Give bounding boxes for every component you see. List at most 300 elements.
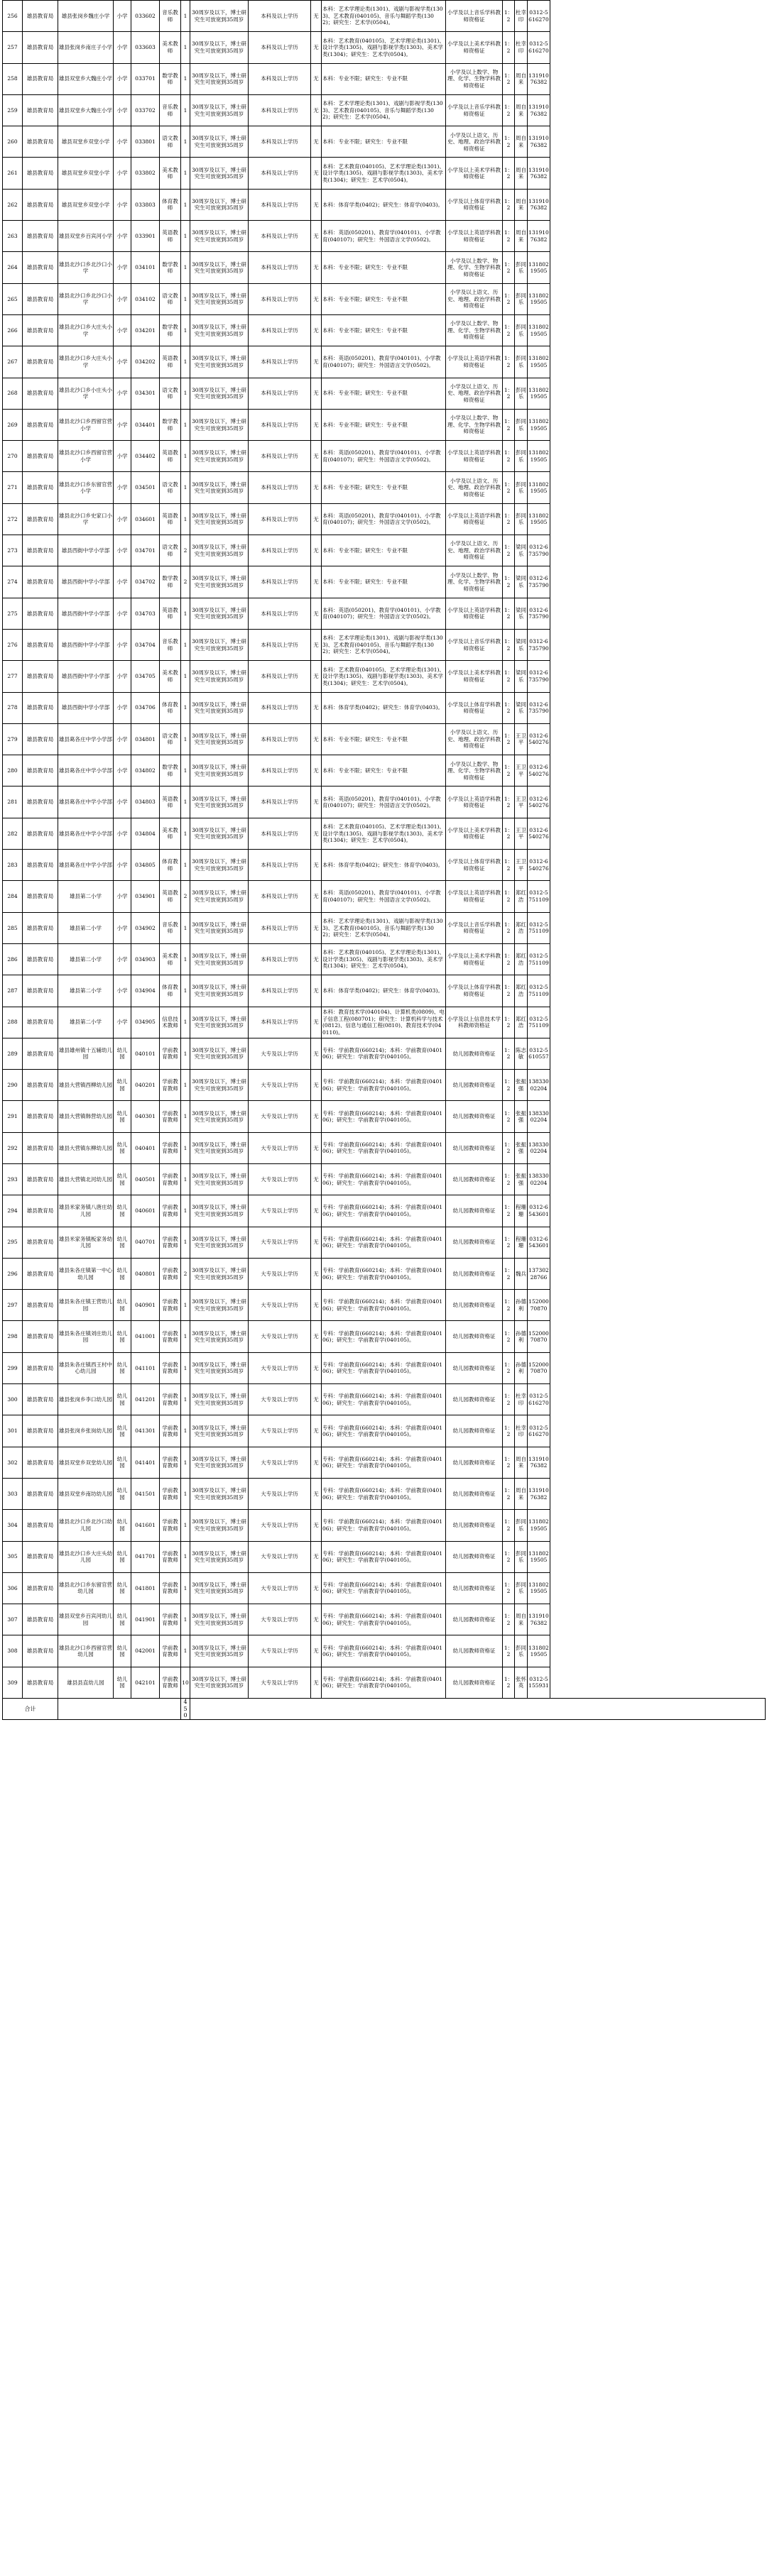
cell-no: 293 [3,1163,23,1195]
cell-c1: 孙德利 [515,1352,528,1383]
cell-ratio: 1：2 [503,63,515,94]
cell-count: 1 [181,1101,190,1132]
cell-c1: 梁同乐 [515,598,528,629]
cell-blank [550,1132,766,1163]
cell-age: 30周岁及以下，博士研究生可放宽到35周岁 [190,1415,249,1447]
table-row [3,1321,766,1352]
cell-count: 1 [181,598,190,629]
cell-post: 语文教师 [160,126,181,158]
cell-dept: 雄县教育局 [23,1,58,32]
cell-degree: 无 [311,629,322,660]
cell-blank [550,378,766,409]
cell-ratio: 1：2 [503,1478,515,1509]
cell-degree: 无 [311,1038,322,1069]
cell-ratio: 1：2 [503,1163,515,1195]
cell-count: 2 [181,535,190,566]
recruitment-table [2,0,766,1720]
cell-post: 数学教师 [160,566,181,598]
cell-edu: 本科及以上学历 [249,692,311,723]
cell-edu: 本科及以上学历 [249,975,311,1007]
cell-school: 雄县朱各庄镇王营幼儿园 [58,1290,114,1321]
cell-degree: 无 [311,1132,322,1163]
cell-major: 本科：体育学类(0402)；研究生：体育学(0403)。 [322,189,446,220]
cell-phone: 0312-5610557 [528,1038,550,1069]
table-row [3,1258,766,1289]
cell-post: 语文教师 [160,723,181,755]
cell-post: 数学教师 [160,409,181,440]
cell-post: 语文教师 [160,472,181,503]
cell-code: 041401 [131,1447,160,1478]
cell-ratio: 1：2 [503,692,515,723]
cell-post: 美术教师 [160,661,181,692]
cell-blank [550,755,766,786]
cell-post: 学前教育教师 [160,1510,181,1541]
cell-edu: 大专及以上学历 [249,1258,311,1289]
cell-post: 英语教师 [160,221,181,252]
cell-age: 30周岁及以下，博士研究生可放宽到35周岁 [190,692,249,723]
table-row [3,786,766,818]
cell-age: 30周岁及以下，博士研究生可放宽到35周岁 [190,1132,249,1163]
cell-code: 033603 [131,32,160,63]
cell-cond: 幼儿园教师资格证 [446,1101,503,1132]
cell-school: 雄县双堂乡双堂幼儿园 [58,1447,114,1478]
cell-count: 1 [181,1415,190,1447]
cell-ratio: 1：2 [503,1384,515,1415]
cell-c1: 周自来 [515,63,528,94]
cell-degree: 无 [311,1227,322,1258]
cell-cond: 小学及以上数学、物理、化学、生物学科教师资格证 [446,314,503,346]
cell-major: 本科：专业不限；研究生：专业不限 [322,126,446,158]
table-row [3,692,766,723]
cell-major: 本科：艺术学理论类(1301)、戏剧与影视学类(1303)、艺术教育(040105)、音乐与舞蹈学类(1302)；研究生：艺术学(0504)。 [322,629,446,660]
cell-blank [550,472,766,503]
cell-post: 学前教育教师 [160,1258,181,1289]
cell-count: 1 [181,32,190,63]
cell-blank [550,1163,766,1195]
cell-no: 260 [3,126,23,158]
table-row [3,189,766,220]
cell-dept: 雄县教育局 [23,409,58,440]
cell-dept: 雄县教育局 [23,472,58,503]
cell-school: 雄县西街中学小学部 [58,661,114,692]
cell-phone: 15200070870 [528,1290,550,1321]
cell-edu: 本科及以上学历 [249,1007,311,1038]
cell-stage: 小学 [114,786,131,818]
cell-cond: 小学及以上体育学科教师资格证 [446,189,503,220]
cell-edu: 大专及以上学历 [249,1101,311,1132]
cell-code: 034705 [131,661,160,692]
table-row [3,723,766,755]
cell-code: 040601 [131,1195,160,1227]
cell-count: 1 [181,850,190,881]
cell-phone: 13191076382 [528,1604,550,1635]
cell-age: 30周岁及以下，博士研究生可放宽到35周岁 [190,881,249,912]
cell-code: 040101 [131,1038,160,1069]
cell-dept: 雄县教育局 [23,1290,58,1321]
cell-count: 1 [181,158,190,189]
cell-ratio: 1：2 [503,566,515,598]
cell-edu: 本科及以上学历 [249,346,311,378]
cell-dept: 雄县教育局 [23,535,58,566]
cell-stage: 小学 [114,378,131,409]
cell-major: 本科：体育学类(0402)；研究生：体育学(0403)。 [322,975,446,1007]
cell-dept: 雄县教育局 [23,252,58,283]
cell-school: 雄县双堂乡大魏庄小学 [58,94,114,126]
cell-school: 雄县葛各庄中学小学部 [58,723,114,755]
cell-major: 专科：学前教育(660214)；本科：学前教育(040106)；研究生：学前教育学(040105)。 [322,1101,446,1132]
cell-phone: 13191076382 [528,221,550,252]
cell-ratio: 1：2 [503,1604,515,1635]
cell-degree: 无 [311,1290,322,1321]
cell-phone: 13180219505 [528,1572,550,1604]
cell-c1: 周自来 [515,189,528,220]
cell-blank [550,786,766,818]
cell-code: 042101 [131,1667,160,1698]
cell-age: 30周岁及以下，博士研究生可放宽到35周岁 [190,1227,249,1258]
cell-code: 034905 [131,1007,160,1038]
cell-blank [550,346,766,378]
cell-blank [550,566,766,598]
table-row [3,1384,766,1415]
cell-blank [550,314,766,346]
cell-no: 257 [3,32,23,63]
cell-blank [550,818,766,849]
cell-phone: 0312-6543601 [528,1227,550,1258]
cell-blank [550,94,766,126]
cell-cond: 幼儿园教师资格证 [446,1541,503,1572]
cell-count: 1 [181,221,190,252]
cell-edu: 大专及以上学历 [249,1227,311,1258]
cell-edu: 大专及以上学历 [249,1290,311,1321]
cell-cond: 小学及以上音乐学科教师资格证 [446,912,503,943]
cell-dept: 雄县教育局 [23,786,58,818]
cell-degree: 无 [311,723,322,755]
cell-degree: 无 [311,503,322,535]
cell-count: 1 [181,786,190,818]
cell-dept: 雄县教育局 [23,755,58,786]
table-row [3,32,766,63]
cell-post: 美术教师 [160,158,181,189]
cell-blank [550,850,766,881]
cell-major: 专科：学前教育(660214)；本科：学前教育(040106)；研究生：学前教育学(040105)。 [322,1635,446,1667]
cell-degree: 无 [311,189,322,220]
cell-age: 30周岁及以下，博士研究生可放宽到35周岁 [190,94,249,126]
cell-blank [550,283,766,314]
cell-code: 034601 [131,503,160,535]
cell-cond: 幼儿园教师资格证 [446,1132,503,1163]
cell-no: 271 [3,472,23,503]
cell-ratio: 1：2 [503,1227,515,1258]
cell-phone: 0312-6540276 [528,723,550,755]
cell-code: 034202 [131,346,160,378]
cell-phone: 13191076382 [528,94,550,126]
cell-count: 1 [181,346,190,378]
cell-stage: 小学 [114,189,131,220]
cell-ratio: 1：2 [503,441,515,472]
cell-phone: 15200070870 [528,1352,550,1383]
cell-edu: 大专及以上学历 [249,1163,311,1195]
cell-school: 雄县朱各庄镇刘庄幼儿园 [58,1321,114,1352]
cell-dept: 雄县教育局 [23,1415,58,1447]
table-row [3,1,766,32]
cell-school: 雄县北沙口乡西留官营小学 [58,441,114,472]
cell-count: 1 [181,126,190,158]
cell-phone: 0312-6735790 [528,692,550,723]
cell-count: 1 [181,1195,190,1227]
cell-no: 274 [3,566,23,598]
cell-age: 30周岁及以下，博士研究生可放宽到35周岁 [190,1321,249,1352]
cell-no: 279 [3,723,23,755]
cell-count: 1 [181,943,190,975]
cell-count: 1 [181,1321,190,1352]
cell-major: 本科：英语(050201)、教育学(040101)、小学教育(040107)；研究生：外国语言文学(0502)。 [322,503,446,535]
cell-degree: 无 [311,409,322,440]
cell-major: 本科：艺术学理论类(1301)、戏剧与影视学类(1303)、艺术教育(040105)、音乐与舞蹈学类(1302)；研究生：艺术学(0504)。 [322,1,446,32]
table-row [3,818,766,849]
cell-degree: 无 [311,598,322,629]
cell-ratio: 1：2 [503,535,515,566]
cell-degree: 无 [311,472,322,503]
cell-no: 305 [3,1541,23,1572]
cell-stage: 小学 [114,221,131,252]
cell-major: 本科：专业不限；研究生：专业不限 [322,314,446,346]
cell-dept: 雄县教育局 [23,221,58,252]
cell-degree: 无 [311,1070,322,1101]
cell-count: 1 [181,1290,190,1321]
cell-stage: 小学 [114,472,131,503]
cell-degree: 无 [311,1007,322,1038]
cell-ratio: 1：2 [503,378,515,409]
cell-phone: 0312-5616270 [528,1384,550,1415]
cell-stage: 小学 [114,755,131,786]
cell-major: 本科：专业不限；研究生：专业不限 [322,283,446,314]
table-row [3,221,766,252]
cell-dept: 雄县教育局 [23,975,58,1007]
cell-stage: 幼儿园 [114,1070,131,1101]
cell-no: 301 [3,1415,23,1447]
cell-ratio: 1：2 [503,221,515,252]
table-row [3,441,766,472]
cell-age: 30周岁及以下，博士研究生可放宽到35周岁 [190,1447,249,1478]
cell-no: 262 [3,189,23,220]
cell-edu: 本科及以上学历 [249,283,311,314]
cell-dept: 雄县教育局 [23,818,58,849]
cell-no: 288 [3,1007,23,1038]
cell-dept: 雄县教育局 [23,566,58,598]
table-row [3,503,766,535]
cell-degree: 无 [311,252,322,283]
cell-c1: 周自来 [515,1447,528,1478]
cell-school: 雄县北沙口乡北沙口幼儿园 [58,1510,114,1541]
cell-dept: 雄县教育局 [23,1258,58,1289]
cell-cond: 小学及以上音乐学科教师资格证 [446,629,503,660]
cell-dept: 雄县教育局 [23,629,58,660]
cell-cond: 幼儿园教师资格证 [446,1572,503,1604]
cell-school: 雄县西街中学小学部 [58,692,114,723]
cell-code: 041701 [131,1541,160,1572]
cell-blank [550,1667,766,1698]
cell-degree: 无 [311,126,322,158]
cell-no: 308 [3,1635,23,1667]
cell-major: 本科：艺术教育(040105)、艺术学理论类(1301)、设计学类(1305)、戏剧与影视学类(1303)、美术学类(1304)；研究生：艺术学(0504)。 [322,158,446,189]
cell-stage: 小学 [114,94,131,126]
cell-edu: 大专及以上学历 [249,1510,311,1541]
cell-no: 292 [3,1132,23,1163]
cell-phone: 0312-5616270 [528,1415,550,1447]
cell-school: 雄县大营镇西柳幼儿园 [58,1070,114,1101]
cell-count: 1 [181,1541,190,1572]
cell-degree: 无 [311,850,322,881]
table-row [3,472,766,503]
cell-no: 282 [3,818,23,849]
cell-major: 本科：专业不限；研究生：专业不限 [322,755,446,786]
cell-code: 041201 [131,1384,160,1415]
cell-c1: 王卫平 [515,786,528,818]
cell-age: 30周岁及以下，博士研究生可放宽到35周岁 [190,661,249,692]
cell-count: 1 [181,1572,190,1604]
cell-stage: 幼儿园 [114,1132,131,1163]
cell-ratio: 1：2 [503,1635,515,1667]
cell-count: 1 [181,692,190,723]
cell-stage: 小学 [114,1,131,32]
cell-c1: 郑红浩 [515,912,528,943]
cell-dept: 雄县教育局 [23,283,58,314]
cell-edu: 大专及以上学历 [249,1195,311,1227]
cell-count: 1 [181,723,190,755]
cell-major: 本科：体育学类(0402)；研究生：体育学(0403)。 [322,850,446,881]
cell-major: 本科：艺术教育(040105)、艺术学理论类(1301)、设计学类(1305)、戏剧与影视学类(1303)、美术学类(1304)；研究生：艺术学(0504)。 [322,32,446,63]
cell-cond: 幼儿园教师资格证 [446,1667,503,1698]
cell-code: 034301 [131,378,160,409]
cell-ratio: 1：2 [503,1352,515,1383]
cell-cond: 小学及以上语文、历史、地理、政治学科教师资格证 [446,378,503,409]
cell-count: 1 [181,1132,190,1163]
cell-stage: 小学 [114,912,131,943]
cell-school: 雄县北沙口乡北沙口小学 [58,283,114,314]
cell-edu: 大专及以上学历 [249,1572,311,1604]
cell-ratio: 1：2 [503,409,515,440]
cell-count: 1 [181,409,190,440]
cell-dept: 雄县教育局 [23,126,58,158]
cell-school: 雄县张岗乡张岗幼儿园 [58,1415,114,1447]
cell-no: 259 [3,94,23,126]
cell-count: 1 [181,912,190,943]
cell-blank [550,1572,766,1604]
cell-major: 本科：艺术学理论类(1301)、戏剧与影视学类(1303)、艺术教育(040105)、音乐与舞蹈学类(1302)；研究生：艺术学(0504)。 [322,94,446,126]
cell-school: 雄县县直幼儿园 [58,1667,114,1698]
cell-no: 296 [3,1258,23,1289]
cell-ratio: 1：2 [503,786,515,818]
cell-age: 30周岁及以下，博士研究生可放宽到35周岁 [190,629,249,660]
cell-age: 30周岁及以下，博士研究生可放宽到35周岁 [190,63,249,94]
cell-post: 学前教育教师 [160,1667,181,1698]
cell-blank [550,32,766,63]
cell-dept: 雄县教育局 [23,881,58,912]
table-row [3,1510,766,1541]
cell-school: 雄县北沙口乡东留官营幼儿园 [58,1572,114,1604]
cell-school: 雄县第二小学 [58,881,114,912]
cell-phone: 0312-6543601 [528,1195,550,1227]
cell-no: 269 [3,409,23,440]
cell-code: 040801 [131,1258,160,1289]
cell-cond: 幼儿园教师资格证 [446,1510,503,1541]
cell-degree: 无 [311,1321,322,1352]
cell-age: 30周岁及以下，博士研究生可放宽到35周岁 [190,818,249,849]
cell-school: 雄县北沙口乡东留官营小学 [58,472,114,503]
cell-degree: 无 [311,314,322,346]
cell-age: 30周岁及以下，博士研究生可放宽到35周岁 [190,314,249,346]
cell-phone: 0312-6735790 [528,629,550,660]
cell-blank [550,221,766,252]
cell-count: 1 [181,818,190,849]
cell-school: 雄县北沙口乡北沙口小学 [58,252,114,283]
cell-count: 1 [181,1352,190,1383]
cell-dept: 雄县教育局 [23,1352,58,1383]
cell-stage: 幼儿园 [114,1227,131,1258]
cell-school: 雄县大营镇东柳幼儿园 [58,1132,114,1163]
cell-ratio: 1：2 [503,629,515,660]
cell-ratio: 1：2 [503,1195,515,1227]
cell-degree: 无 [311,755,322,786]
cell-school: 雄县第二小学 [58,1007,114,1038]
cell-code: 034706 [131,692,160,723]
table-row [3,661,766,692]
cell-no: 283 [3,850,23,881]
cell-school: 雄县朱各庄镇西王村中心幼儿园 [58,1352,114,1383]
cell-cond: 小学及以上美术学科教师资格证 [446,661,503,692]
cell-phone: 0312-5155931 [528,1667,550,1698]
cell-age: 30周岁及以下，博士研究生可放宽到35周岁 [190,1101,249,1132]
table-row [3,314,766,346]
cell-dept: 雄县教育局 [23,1132,58,1163]
cell-no: 302 [3,1447,23,1478]
cell-degree: 无 [311,535,322,566]
cell-school: 雄县北沙口乡西留官营幼儿园 [58,1635,114,1667]
cell-age: 30周岁及以下，博士研究生可放宽到35周岁 [190,346,249,378]
cell-blank [550,723,766,755]
cell-count: 1 [181,1604,190,1635]
cell-cond: 小学及以上语文、历史、地理、政治学科教师资格证 [446,535,503,566]
cell-edu: 本科及以上学历 [249,629,311,660]
cell-blank [550,1510,766,1541]
table-row [3,126,766,158]
cell-edu: 本科及以上学历 [249,723,311,755]
cell-ratio: 1：2 [503,1447,515,1478]
cell-cond: 幼儿园教师资格证 [446,1604,503,1635]
table-row [3,378,766,409]
cell-post: 数学教师 [160,314,181,346]
cell-blank [550,63,766,94]
cell-ratio: 1：2 [503,850,515,881]
cell-c1: 郑红浩 [515,943,528,975]
cell-no: 278 [3,692,23,723]
table-row [3,535,766,566]
total-empty [190,1699,766,1720]
cell-cond: 小学及以上英语学科教师资格证 [446,503,503,535]
cell-blank [550,598,766,629]
cell-major: 本科：英语(050201)、教育学(040101)、小学教育(040107)；研究生：外国语言文学(0502)。 [322,598,446,629]
cell-code: 041501 [131,1478,160,1509]
cell-stage: 小学 [114,314,131,346]
cell-count: 1 [181,472,190,503]
cell-blank [550,1352,766,1383]
cell-dept: 雄县教育局 [23,1195,58,1227]
table-row [3,975,766,1007]
cell-cond: 小学及以上语文、历史、地理、政治学科教师资格证 [446,723,503,755]
cell-stage: 幼儿园 [114,1163,131,1195]
cell-stage: 小学 [114,158,131,189]
cell-post: 英语教师 [160,786,181,818]
